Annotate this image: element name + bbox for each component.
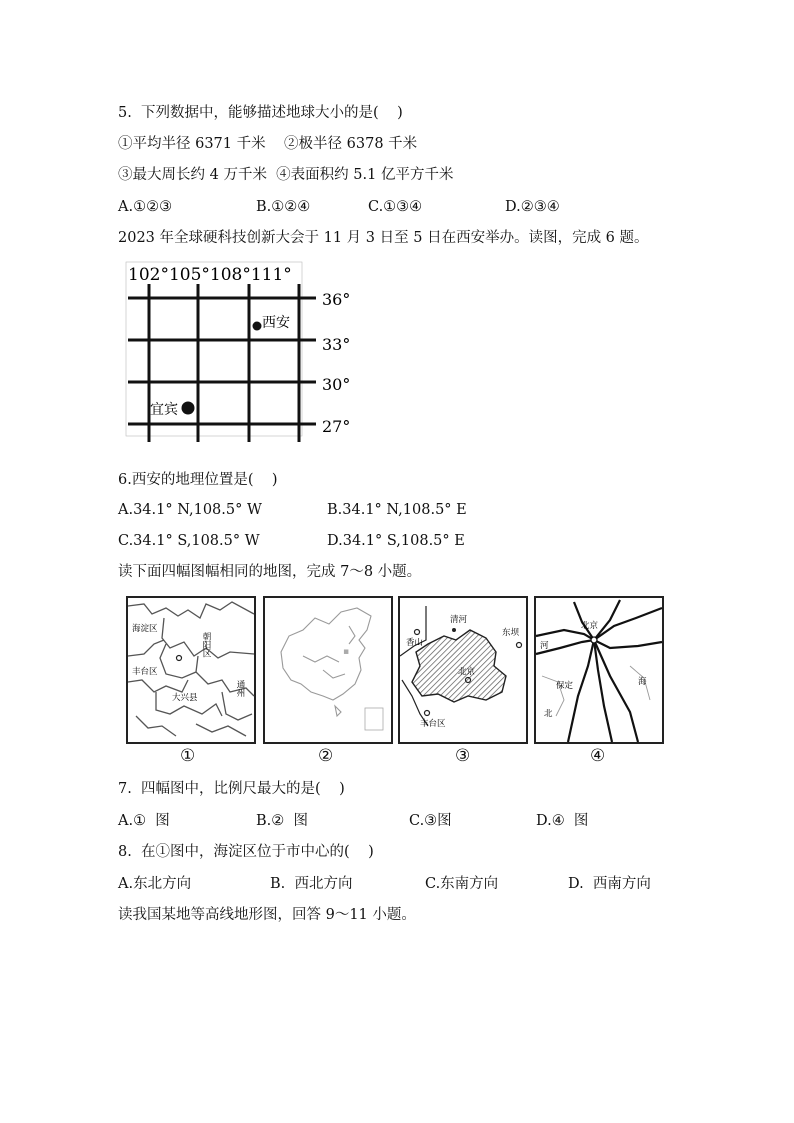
map3-xiangshan-label: 香山: [406, 638, 424, 648]
q7-option-a: A.① 图: [118, 813, 170, 829]
q8-option-d: D. 西南方向: [568, 876, 651, 892]
map-2-china-outline: [263, 596, 393, 744]
q6-option-b: B.34.1° N,108.5° E: [327, 502, 467, 518]
q6-intro: 2023 年全球硬科技创新大会于 11 月 3 日至 5 日在西安举办。读图，完成 6 题。: [118, 230, 649, 246]
map4-baoding-label: 保定: [556, 681, 574, 691]
lat-label-36: 36°: [322, 290, 351, 309]
q5-option-b: B.①②④: [256, 199, 311, 215]
q5-item-1: ①平均半径 6371 千米 ②极半径 6378 千米: [118, 136, 418, 152]
q7-option-d: D.④ 图: [536, 813, 589, 829]
yibin-point: [182, 402, 195, 415]
q8-option-a: A.东北方向: [118, 876, 192, 892]
q6-option-a: A.34.1° N,108.5° W: [118, 502, 262, 518]
grid-lines: [128, 284, 316, 442]
q5-item-2: ③最大周长约 4 万千米 ④表面积约 5.1 亿平方千米: [118, 167, 454, 183]
xian-point: [253, 322, 262, 331]
map4-beijing-label: 北京: [581, 621, 599, 631]
map1-tongzhou-label: 通州: [235, 680, 245, 697]
q6-option-d: D.34.1° S,108.5° E: [327, 533, 465, 549]
q8-option-b: B. 西北方向: [270, 876, 353, 892]
lat-label-33: 33°: [322, 335, 351, 354]
map1-fengtai-label: 丰台区: [132, 667, 158, 677]
map3-qinghe-label: 清河: [450, 615, 468, 625]
map3-beijing-label: 北京: [458, 667, 476, 677]
map-4-caption: ④: [590, 746, 606, 766]
q8-option-c: C.东南方向: [425, 876, 499, 892]
q7-8-intro: 读下面四幅图幅相同的地图，完成 7～8 小题。: [118, 564, 422, 580]
q9-11-intro: 读我国某地等高线地形图，回答 9～11 小题。: [118, 907, 416, 923]
map1-chaoyang-label: 朝阳区: [201, 632, 211, 658]
xian-label: 西安: [262, 315, 290, 331]
map-3-caption: ③: [455, 746, 471, 766]
map3-fengtai-label: 丰台区: [420, 719, 446, 729]
map-3-beijing-city: [398, 596, 528, 744]
map4-he-label: 河: [540, 641, 549, 651]
map-1-beijing-districts: [126, 596, 256, 744]
q5-stem: 5. 下列数据中，能够描述地球大小的是( ): [118, 105, 403, 121]
svg-text:▪: ▪: [343, 647, 350, 657]
lat-label-27: 27°: [322, 417, 351, 436]
q7-option-b: B.② 图: [256, 813, 308, 829]
map4-hai-label: 海: [638, 677, 647, 687]
map-2-caption: ②: [318, 746, 334, 766]
map1-haidian-label: 海淀区: [132, 624, 158, 634]
yibin-label: 宜宾: [150, 402, 178, 418]
lat-long-grid-map: [118, 258, 368, 442]
q5-option-d: D.②③④: [505, 199, 560, 215]
map3-dongba-label: 东坝: [502, 628, 520, 638]
map4-bei-label: 北: [544, 709, 553, 719]
q6-option-c: C.34.1° S,108.5° W: [118, 533, 260, 549]
q5-option-a: A.①②③: [118, 199, 173, 215]
longitude-labels: 102°105°108°111°: [128, 265, 292, 285]
q5-option-c: C.①③④: [368, 199, 423, 215]
q7-stem: 7. 四幅图中，比例尺最大的是( ): [118, 781, 345, 797]
q6-stem: 6.西安的地理位置是( ): [118, 472, 278, 488]
map-1-caption: ①: [180, 746, 196, 766]
map1-daxing-label: 大兴县: [172, 693, 198, 703]
q7-option-c: C.③图: [409, 813, 452, 829]
lat-label-30: 30°: [322, 375, 351, 394]
q8-stem: 8. 在①图中，海淀区位于市中心的( ): [118, 844, 374, 860]
map-4-railway-network: [534, 596, 664, 744]
